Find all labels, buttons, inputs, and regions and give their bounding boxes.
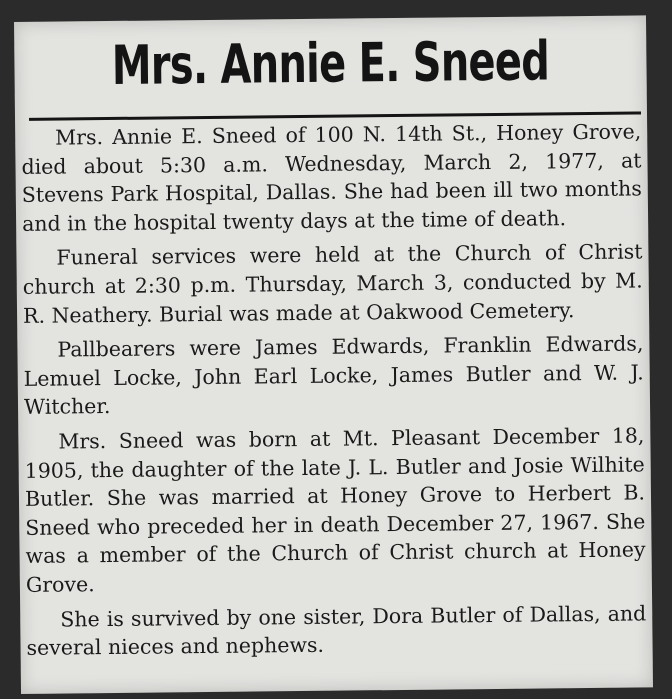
article-body	[21, 117, 647, 668]
paragraph-death: Mrs. Annie E. Sneed of 100 N. 14th St., Honey Grove, died about 5:30 a.m. Wednesday, March 2, 1977, at Stevens Park Hospital, Dallas. She had been ill two months and in the hospital twenty days at the time of death.	[21, 119, 642, 236]
newspaper-clipping	[14, 15, 653, 694]
paragraph-funeral: Funeral services were held at the Church of Christ church at 2:30 p.m. Thursday, March 3, conducted by M. R. Neathery. Burial was made at Oakwood Cemetery.	[22, 239, 643, 328]
paragraph-pallbearers: Pallbearers were James Edwards, Franklin Edwards, Lemuel Locke, John Earl Locke, James Butler and W. J. Witcher.	[23, 331, 644, 420]
paragraph-survivors: She is survived by one sister, Dora Butler of Dallas, and several nieces and nephews.	[26, 600, 647, 660]
paragraph-biography: Mrs. Sneed was born at Mt. Pleasant December 18, 1905, the daughter of the late J. L. Butler and Josie Wilhite Butler. She was married at Honey Grove to Herbert B. Sneed who preceded her in death December 27, 1967. She was a member of the Church of Christ church at Honey Grove.	[24, 423, 646, 597]
headline: Mrs. Annie E. Sneed	[111, 29, 550, 97]
